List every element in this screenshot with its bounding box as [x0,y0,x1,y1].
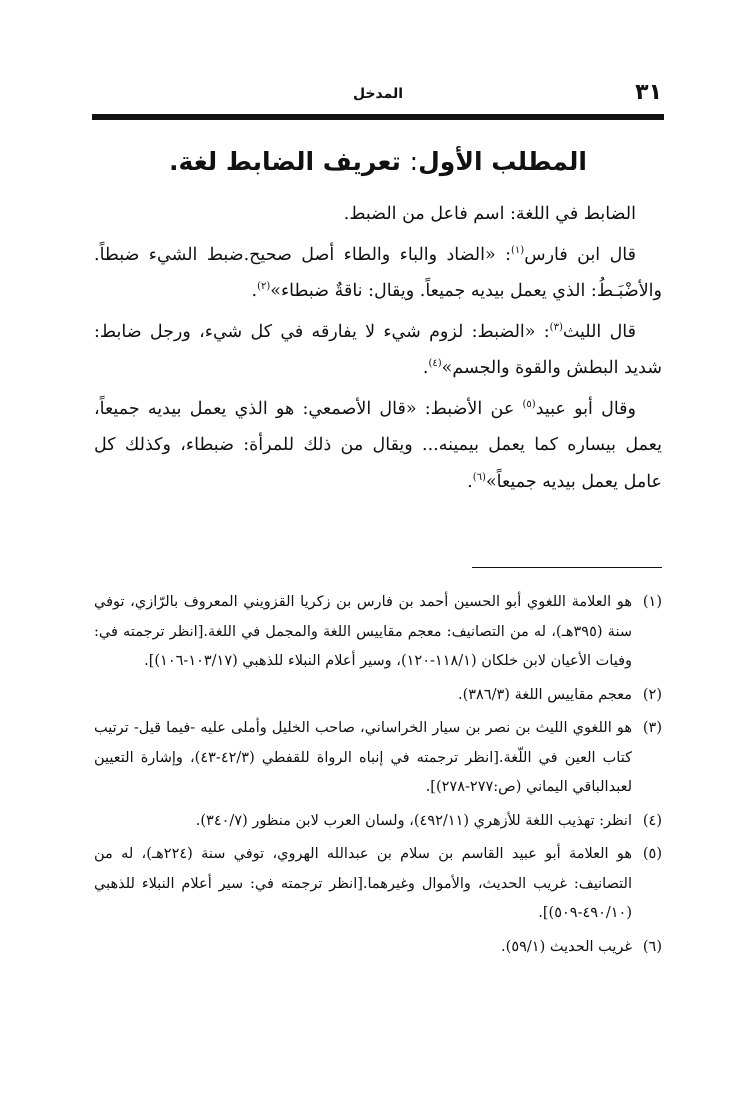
p4-text-b: عن الأضبط: «قال الأصمعي: هو الذي يعمل بيديه جميعاً، يعمل بيساره كما يعمل بيمينه... ويقال من ذلك للمرأة: ضبطاء، وكذلك كل عامل يعمل بيديه جميعاً» [94,398,662,492]
p4-text-c: . [467,471,473,492]
paragraph-2 [94,237,662,310]
p3-text-a: قال الليث [562,321,636,342]
footnote-number: (٣) [642,720,662,736]
footnote [94,681,662,711]
footnote-text: معجم مقاييس اللغة (٣٨٦/٣). [457,686,632,703]
footnote-text: غريب الحديث (٥٩/١). [501,938,632,955]
chapter-name: المدخل [352,86,404,102]
p3-text-c: . [422,358,429,378]
running-header [94,80,662,110]
footnote [94,840,662,929]
footnote-number: (٦) [642,938,662,955]
body-text [94,196,662,504]
footnote-divider [472,567,662,568]
footnote-number: (٢) [642,686,662,703]
p2-text-b: : «الضاد والباء والطاء أصل صحيح.ضبط الشيء ضبطاً. والأضْبَـطُ: الذي يعمل بيديه جميعاً. ويقال: ناقةٌ ضبطاء» [94,244,662,301]
section-title-main: المطلب الأول [418,147,587,176]
footnote-ref-4: (٤) [428,358,442,370]
footnote-number: (١) [642,594,662,610]
footnote-ref-6: (٦) [472,471,486,483]
footnote-number: (٤) [642,812,662,829]
section-title [94,142,662,182]
section-title-rest: تعريف الضابط لغة. [169,147,410,176]
footnote [94,714,662,803]
footnote-number: (٥) [642,846,662,862]
p2-text-a: قال ابن فارس [524,244,636,265]
paragraph-1: الضابط في اللغة: اسم فاعل من الضبط. [343,204,636,224]
section-title-colon: : [409,147,419,176]
footnote [94,807,662,837]
p2-text-c: . [251,281,258,301]
p4-text-a: وقال أبو عبيد [535,398,636,419]
footnote-ref-5: (٥) [522,398,536,410]
footnote-text: هو العلامة أبو عبيد القاسم بن سلام بن عبدالله الهروي، توفي سنة (٢٢٤هـ)، له من التصانيف: غريب الحديث، والأموال وغيرهما.[انظر ترجمته في: سير أعلام النبلاء للذهبي (٤٩٠/١٠-٥٠٩)]. [94,846,632,921]
page-number: ٣١ [635,80,662,105]
footnote-ref-2: (٢) [257,281,271,293]
footnote-ref-1: (١) [511,244,525,256]
footnote [94,933,662,963]
footnote-text: هو العلامة اللغوي أبو الحسين أحمد بن فارس بن زكريا القزويني المعروف بالرّازي، توفي سنة (٣٩٥هـ)، له من التصانيف: معجم مقاييس اللغة والمجمل في اللغة.[انظر ترجمته في: وفيات الأعيان لابن خلكان (١١٨/١-١٢٠)، وسير أعلام النبلاء للذهبي (١٠٣/١٧-١٠٦)]. [94,594,632,669]
paragraph-3 [94,314,662,387]
footnote-text: انظر: تهذيب اللغة للأزهري (٤٩٢/١١)، ولسان العرب لابن منظور (٣٤٠/٧). [195,812,632,829]
p3-text-b: : «الضبط: لزوم شيء لا يفارقه في كل شيء، ورجل ضابط: شديد البطش والقوة والجسم» [94,321,662,378]
header-rule [92,114,664,120]
footnote [94,588,662,677]
footnote-ref-3: (٣) [549,321,563,333]
footnote-text: هو اللغوي الليث بن نصر بن سيار الخراساني، صاحب الخليل وأملى عليه -فيما قيل- ترتيب كتاب العين في اللّغة.[انظر ترجمته في إنباه الرواة للقفطي (٤٢/٣-٤٣)، وإشارة التعيين لعبدالباقي اليماني (ص:٢٧٧-٢٧٨)]. [94,720,633,795]
paragraph-4 [94,391,662,501]
footnotes [94,588,662,966]
